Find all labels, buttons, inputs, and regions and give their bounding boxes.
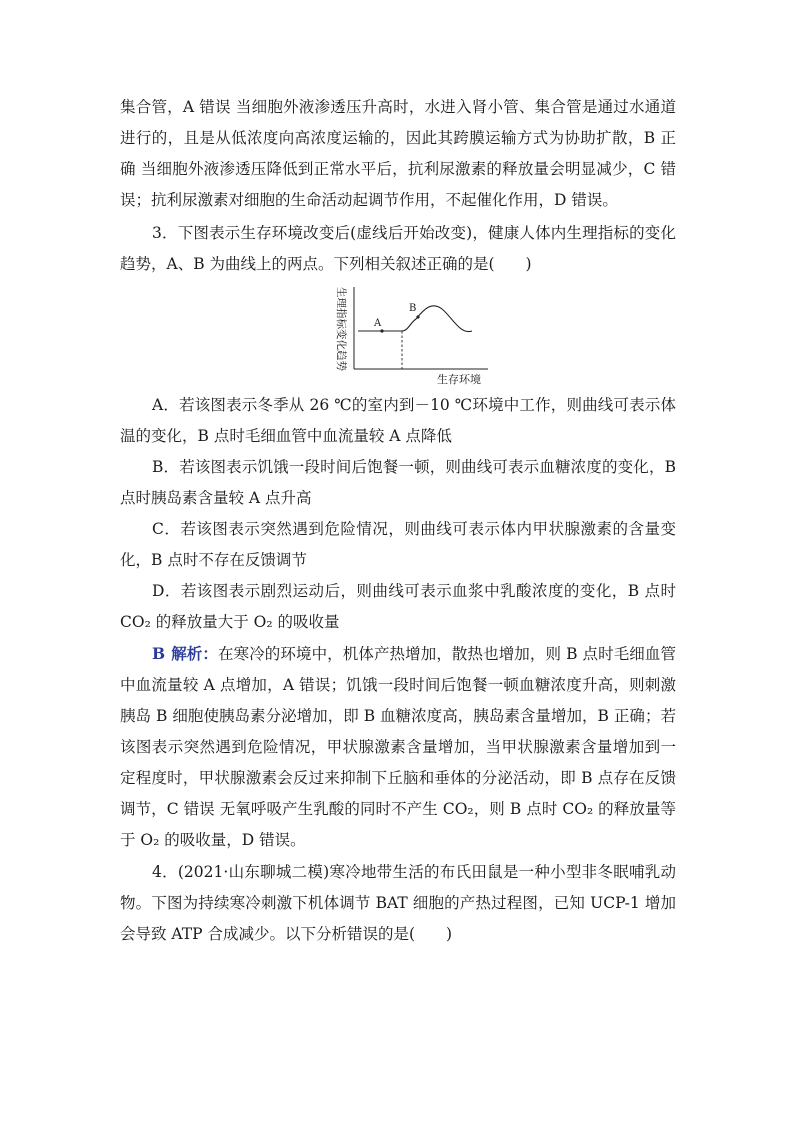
question-4-stem: 4．(2021·山东聊城二模)寒冷地带生活的布氏田鼠是一种小型非冬眠哺乳动物。下图为持续寒冷刺激下机体调节 BAT 细胞的产热过程图，已知 UCP-1 增加会导致 ATP 合成减少。以下分析错误的是( ) <box>120 863 676 943</box>
option-d: D．若该图表示剧烈运动后，则曲线可表示血浆中乳酸浓度的变化，B 点时 CO₂ 的释放量大于 O₂ 的吸收量 <box>120 582 676 631</box>
option-a: A．若该图表示冬季从 26 ℃的室内到－10 ℃环境中工作，则曲线可表示体温的变化，B 点时毛细血管中血流量较 A 点降低 <box>120 396 676 445</box>
y-axis-label: 生理指标变化趋势 <box>335 287 347 371</box>
point-b-dot <box>416 315 419 318</box>
x-axis-label: 生存环境 <box>437 373 481 386</box>
analysis-text: 在寒冷的环境中，机体产热增加，散热也增加，则 B 点时毛细血管中血流量较 A 点增加，A 错误；饥饿一段时间后饱餐一顿血糖浓度升高，则刺激胰岛 B 细胞使胰岛素分泌增加，即 B 血糖浓度高，胰岛素含量增加，B 正确；若该图表示突然遇到危险情况，甲状腺激素含量增加，当甲状腺激素含量增加到一定程度时，甲状腺激素会反过来抑制下丘脑和垂体的分泌活动，即 B 点存在反馈调节，C 错误 无氧呼吸产生乳酸的同时不产生 CO₂，则 B 点时 CO₂ 的释放量等于 O₂ 的吸收量，D 错误。 <box>120 645 676 849</box>
y-axis-label-wrap <box>337 287 351 377</box>
trend-figure <box>336 283 496 383</box>
analysis-label: 解析： <box>171 644 218 663</box>
trend-figure-svg <box>336 283 496 383</box>
point-a-dot <box>380 329 383 332</box>
question-2-explanation-tail: 集合管，A 错误 当细胞外液渗透压升高时，水进入肾小管、集合管是通过水通道进行的，且是从低浓度向高浓度运输的，因此其跨膜运输方式为协助扩散，B 正确 当细胞外液渗透压降低到正常水平后，抗利尿激素的释放量会明显减少，C 错误；抗利尿激素对细胞的生命活动起调节作用，不起催化作用，D 错误。 <box>120 98 676 209</box>
point-b-label: B <box>409 303 417 314</box>
point-a-label: A <box>374 318 382 329</box>
option-b: B．若该图表示饥饿一段时间后饱餐一顿，则曲线可表示血糖浓度的变化，B 点时胰岛素含量较 A 点升高 <box>120 458 676 507</box>
option-c: C．若该图表示突然遇到危险情况，则曲线可表示体内甲状腺激素的含量变化，B 点时不存在反馈调节 <box>120 520 676 569</box>
question-3-analysis <box>120 638 676 856</box>
answer-letter: B <box>152 644 166 663</box>
question-3-stem: 3．下图表示生存环境改变后(虚线后开始改变)，健康人体内生理指标的变化趋势，A、B 为曲线上的两点。下列相关叙述正确的是( ) <box>120 224 676 273</box>
